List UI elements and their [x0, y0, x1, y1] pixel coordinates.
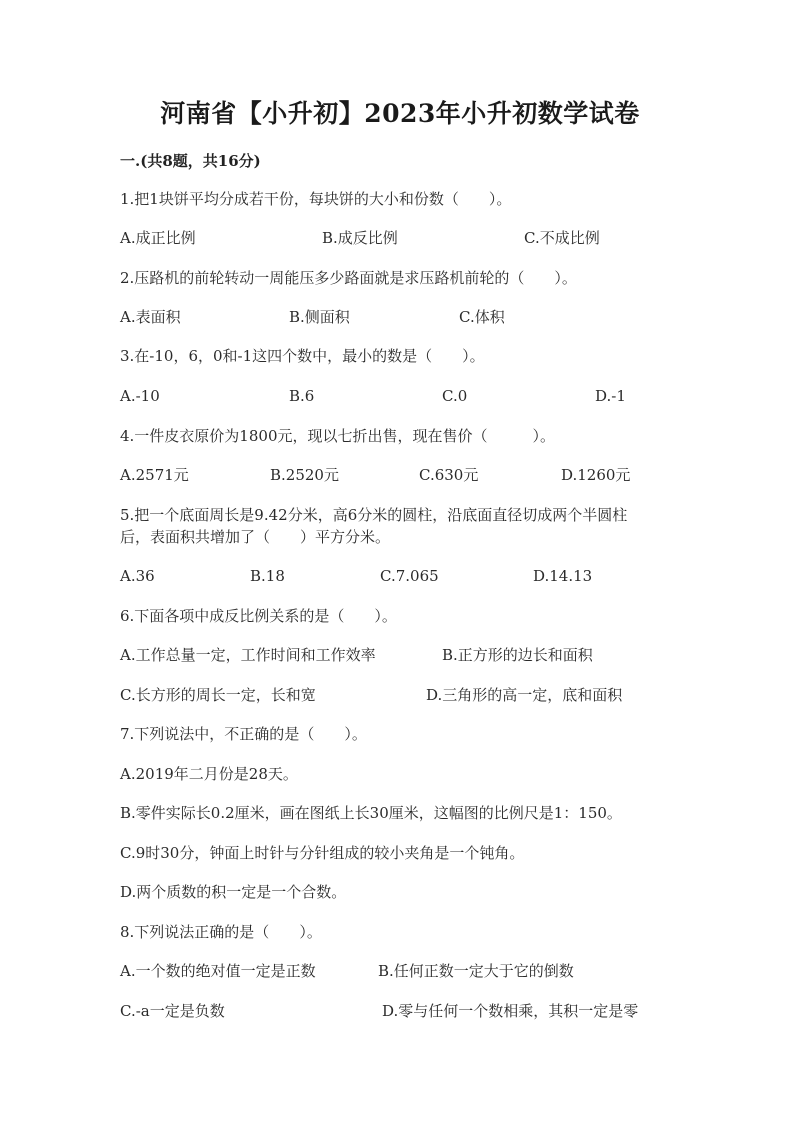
- question-4-option-c: C.630元: [419, 466, 479, 484]
- question-3-option-b: B.6: [289, 387, 315, 405]
- question-3-stem: 3.在-10，6，0和-1这四个数中，最小的数是（ ）。: [120, 347, 485, 365]
- question-2-option-b: B.侧面积: [289, 308, 350, 326]
- question-7-option-c: C.9时30分，钟面上时针与分针组成的较小夹角是一个钝角。: [120, 844, 525, 862]
- question-8-option-b: B.任何正数一定大于它的倒数: [378, 962, 574, 980]
- question-5-stem-line2: 后，表面积共增加了（ ）平方分米。: [120, 528, 391, 546]
- question-6-option-b: B.正方形的边长和面积: [442, 646, 593, 664]
- question-2-option-c: C.体积: [459, 308, 505, 326]
- question-4-option-b: B.2520元: [270, 466, 339, 484]
- question-6-stem: 6.下面各项中成反比例关系的是（ ）。: [120, 607, 397, 625]
- section-heading: 一.(共8题，共16分): [120, 152, 261, 170]
- question-3-option-c: C.0: [442, 387, 468, 405]
- question-5-option-d: D.14.13: [533, 567, 593, 585]
- question-4-stem: 4.一件皮衣原价为1800元，现以七折出售，现在售价（ ）。: [120, 427, 555, 445]
- question-8-option-c: C.-a一定是负数: [120, 1002, 225, 1020]
- question-7-option-d: D.两个质数的积一定是一个合数。: [120, 883, 347, 901]
- question-1-stem: 1.把1块饼平均分成若干份，每块饼的大小和份数（ ）。: [120, 190, 512, 208]
- question-5-option-c: C.7.065: [380, 567, 439, 585]
- question-7-option-a: A.2019年二月份是28天。: [120, 765, 298, 783]
- question-8-option-a: A.一个数的绝对值一定是正数: [120, 962, 316, 980]
- question-1-option-b: B.成反比例: [322, 229, 398, 247]
- question-2-stem: 2.压路机的前轮转动一周能压多少路面就是求压路机前轮的（ ）。: [120, 269, 577, 287]
- question-7-option-b: B.零件实际长0.2厘米，画在图纸上长30厘米，这幅图的比例尺是1：150。: [120, 804, 622, 822]
- question-1-option-c: C.不成比例: [524, 229, 600, 247]
- exam-title: 河南省【小升初】2023年小升初数学试卷: [160, 99, 640, 128]
- question-4-option-a: A.2571元: [120, 466, 189, 484]
- question-1-option-a: A.成正比例: [120, 229, 196, 247]
- question-6-option-a: A.工作总量一定，工作时间和工作效率: [120, 646, 376, 664]
- question-4-option-d: D.1260元: [561, 466, 631, 484]
- question-8-stem: 8.下列说法正确的是（ ）。: [120, 923, 322, 941]
- question-6-option-c: C.长方形的周长一定，长和宽: [120, 686, 316, 704]
- question-5-option-a: A.36: [120, 567, 155, 585]
- question-7-stem: 7.下列说法中，不正确的是（ ）。: [120, 725, 367, 743]
- question-5-stem-line1: 5.把一个底面周长是9.42分米，高6分米的圆柱，沿底面直径切成两个半圆柱: [120, 506, 628, 524]
- question-6-option-d: D.三角形的高一定，底和面积: [426, 686, 623, 704]
- question-5-option-b: B.18: [250, 567, 285, 585]
- question-8-option-d: D.零与任何一个数相乘，其积一定是零: [382, 1002, 639, 1020]
- question-3-option-d: D.-1: [595, 387, 626, 405]
- question-2-option-a: A.表面积: [120, 308, 181, 326]
- question-3-option-a: A.-10: [120, 387, 160, 405]
